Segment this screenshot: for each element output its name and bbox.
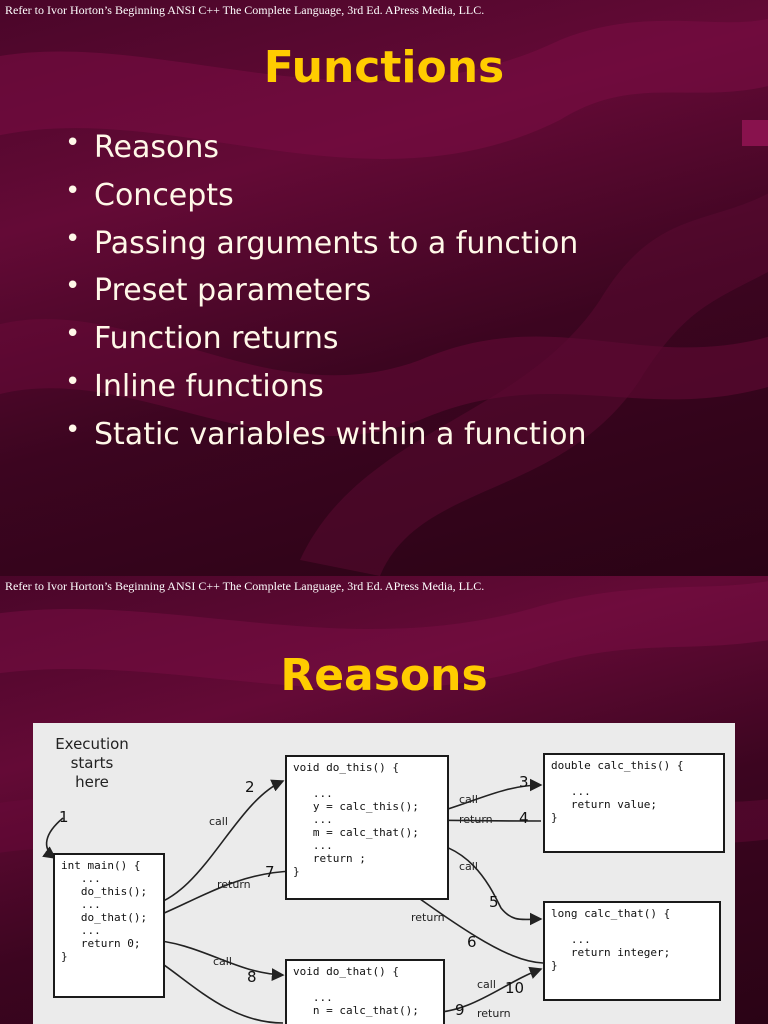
step-number: 4 (519, 809, 529, 827)
step-number: 9 (455, 1001, 465, 1019)
bullet-icon: • (65, 319, 81, 350)
step-number: 2 (245, 778, 255, 796)
slide-title: Functions (263, 42, 505, 93)
step-number: 6 (467, 933, 477, 951)
return-label: return (477, 1007, 511, 1020)
return-label: return (411, 911, 445, 924)
call-label: call (459, 860, 478, 873)
bullet-icon: • (65, 271, 81, 302)
bullet-list (60, 124, 587, 459)
reference-note: Refer to Ivor Horton’s Beginning ANSI C++ The Complete Language, 3rd Ed. APress Media, LLC. (5, 3, 485, 17)
function-call-diagram (33, 723, 735, 1024)
main-function-box: int main() { ... do_this(); ... do_that(); ... return 0; } (53, 853, 165, 998)
reference-note: Refer to Ivor Horton’s Beginning ANSI C++ The Complete Language, 3rd Ed. APress Media, LLC. (5, 579, 485, 593)
return-label: return (217, 878, 251, 891)
execution-start-label: Execution starts here (55, 735, 129, 791)
do-that-function-box: void do_that() { ... n = calc_that(); (285, 959, 445, 1024)
do-this-function-box: void do_this() { ... y = calc_this(); ... m = calc_that(); ... return ; } (285, 755, 449, 900)
call-label: call (213, 955, 232, 968)
bullet-icon: • (65, 366, 81, 397)
bullet-icon: • (65, 128, 81, 158)
bullet-item: • Concepts (60, 172, 587, 220)
step-number: 3 (519, 773, 529, 791)
return-label: return (459, 813, 493, 826)
bullet-icon: • (65, 223, 81, 254)
step-number: 5 (489, 893, 499, 911)
step-number: 8 (247, 968, 257, 986)
step-number: 1 (59, 808, 69, 826)
bullet-icon: • (65, 414, 81, 445)
bullet-item: • Static variables within a function (60, 411, 587, 459)
bullet-icon: • (65, 175, 81, 206)
call-label: call (209, 815, 228, 828)
calc-that-function-box: long calc_that() { ... return integer; } (543, 901, 721, 1001)
call-label: call (477, 978, 496, 991)
bullet-item: • Function returns (60, 315, 587, 363)
step-number: 7 (265, 863, 275, 881)
call-label: call (459, 793, 478, 806)
step-number: 10 (505, 979, 525, 997)
bullet-item: • Passing arguments to a function (60, 220, 587, 268)
calc-this-function-box: double calc_this() { ... return value; } (543, 753, 725, 853)
bullet-item: • Preset parameters (60, 267, 587, 315)
slide-title: Reasons (280, 650, 488, 701)
slide-reasons (0, 576, 768, 1024)
bullet-item: • Reasons (60, 124, 587, 172)
bullet-item: • Inline functions (60, 363, 587, 411)
